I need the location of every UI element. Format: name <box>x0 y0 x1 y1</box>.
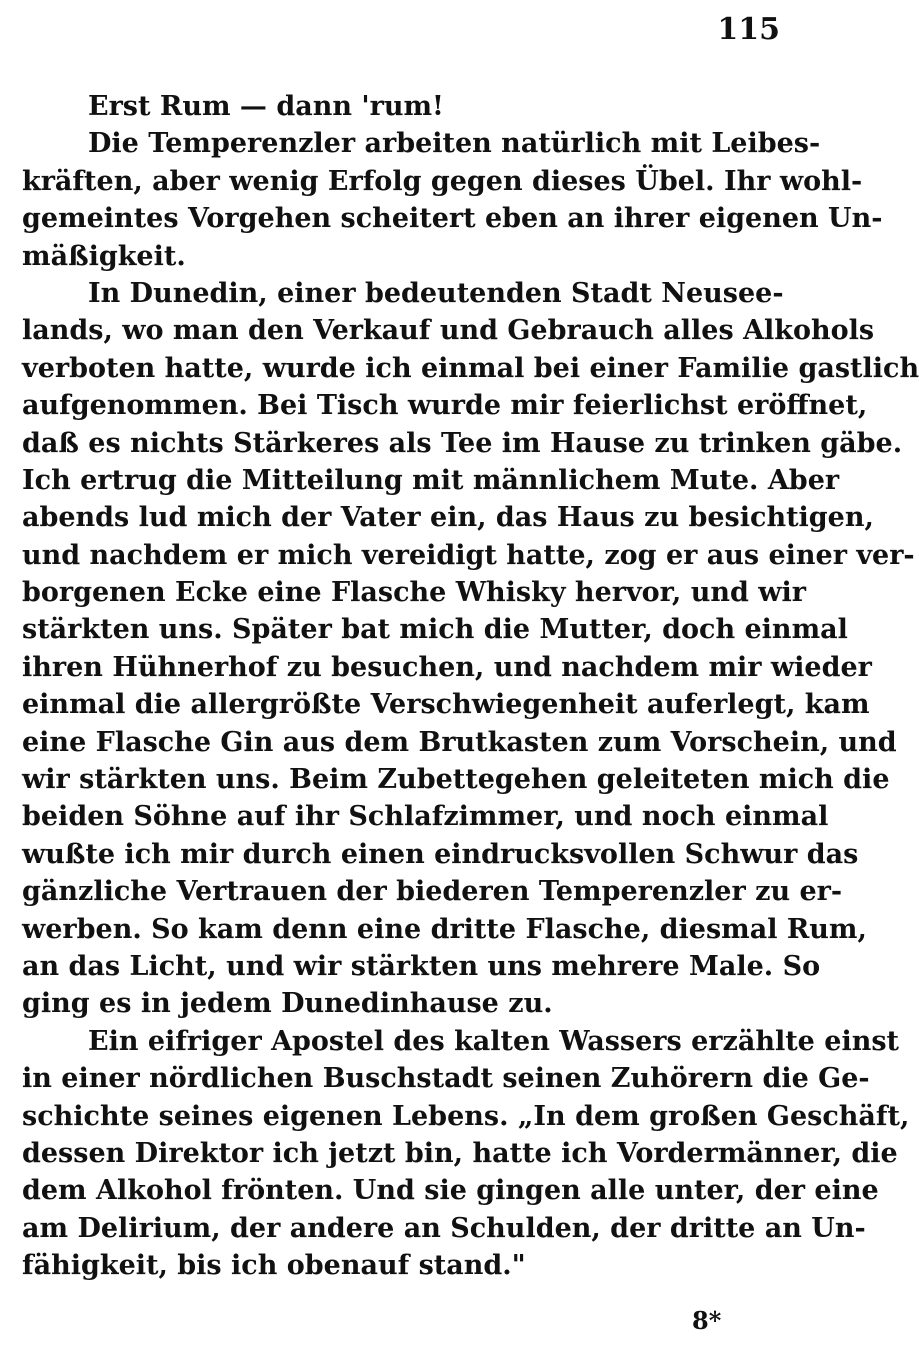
text-line: am Delirium, der andere an Schulden, der dritte an Un- <box>22 1212 866 1244</box>
text-line: einmal die allergrößte Verschwiegenheit auferlegt, kam <box>22 689 870 721</box>
text-line: und nachdem er mich vereidigt hatte, zog er aus einer ver- <box>22 539 915 571</box>
text-line: abends lud mich der Vater ein, das Haus zu besichtigen, <box>22 502 874 534</box>
text-line: aufgenommen. Bei Tisch wurde mir feierlichst eröffnet, <box>22 390 868 422</box>
text-line: daß es nichts Stärkeres als Tee im Hause zu trinken gäbe. <box>22 427 903 459</box>
text-line: stärkten uns. Später bat mich die Mutter, doch einmal <box>22 614 848 646</box>
text-line: Ich ertrug die Mitteilung mit männlichem Mute. Aber <box>22 464 840 496</box>
text-line: in einer nördlichen Buschstadt seinen Zuhörern die Ge- <box>22 1063 870 1095</box>
text-line: verboten hatte, wurde ich einmal bei einer Familie gastlich <box>22 352 919 384</box>
text-line: In Dunedin, einer bedeutenden Stadt Neusee- <box>88 277 784 309</box>
text-line: borgenen Ecke eine Flasche Whisky hervor, und wir <box>22 577 806 609</box>
paragraph <box>22 275 919 1023</box>
paragraph <box>22 125 883 275</box>
text-line: Die Temperenzler arbeiten natürlich mit Leibes- <box>88 128 821 160</box>
text-line: gänzliche Vertrauen der biederen Temperenzler zu er- <box>22 876 843 908</box>
paragraph <box>22 1023 910 1285</box>
text-line: an das Licht, und wir stärkten uns mehrere Male. So <box>22 950 821 982</box>
text-line: fähigkeit, bis ich obenauf stand." <box>22 1250 526 1282</box>
text-line: wir stärkten uns. Beim Zubettegehen geleiteten mich die <box>22 764 890 796</box>
text-line: dem Alkohol frönten. Und sie gingen alle unter, der eine <box>22 1175 879 1207</box>
text-line: ihren Hühnerhof zu besuchen, und nachdem mir wieder <box>22 651 872 683</box>
text-line: schichte seines eigenen Lebens. „In dem großen Geschäft, <box>22 1100 910 1132</box>
text-line: lands, wo man den Verkauf und Gebrauch alles Alkohols <box>22 315 875 347</box>
text-line: dessen Direktor ich jetzt bin, hatte ich Vordermänner, die <box>22 1137 898 1169</box>
page-number: 115 <box>717 12 780 47</box>
body-text <box>22 88 919 1285</box>
text-line: gemeintes Vorgehen scheitert eben an ihrer eigenen Un- <box>22 203 883 235</box>
text-line: wußte ich mir durch einen eindrucksvollen Schwur das <box>22 838 859 870</box>
text-line: Erst Rum — dann 'rum! <box>88 91 444 122</box>
text-line: eine Flasche Gin aus dem Brutkasten zum Vorschein, und <box>22 726 897 758</box>
text-line: mäßigkeit. <box>22 240 186 272</box>
signature-mark: 8* <box>692 1306 722 1335</box>
text-line: werben. So kam denn eine dritte Flasche, diesmal Rum, <box>22 913 867 945</box>
text-line: beiden Söhne auf ihr Schlafzimmer, und noch einmal <box>22 801 829 833</box>
paragraph <box>22 88 780 125</box>
text-line: ging es in jedem Dunedinhause zu. <box>22 988 553 1020</box>
text-line: kräften, aber wenig Erfolg gegen dieses Übel. Ihr wohl- <box>22 165 863 197</box>
text-line: Ein eifriger Apostel des kalten Wassers erzählte einst <box>88 1025 900 1057</box>
